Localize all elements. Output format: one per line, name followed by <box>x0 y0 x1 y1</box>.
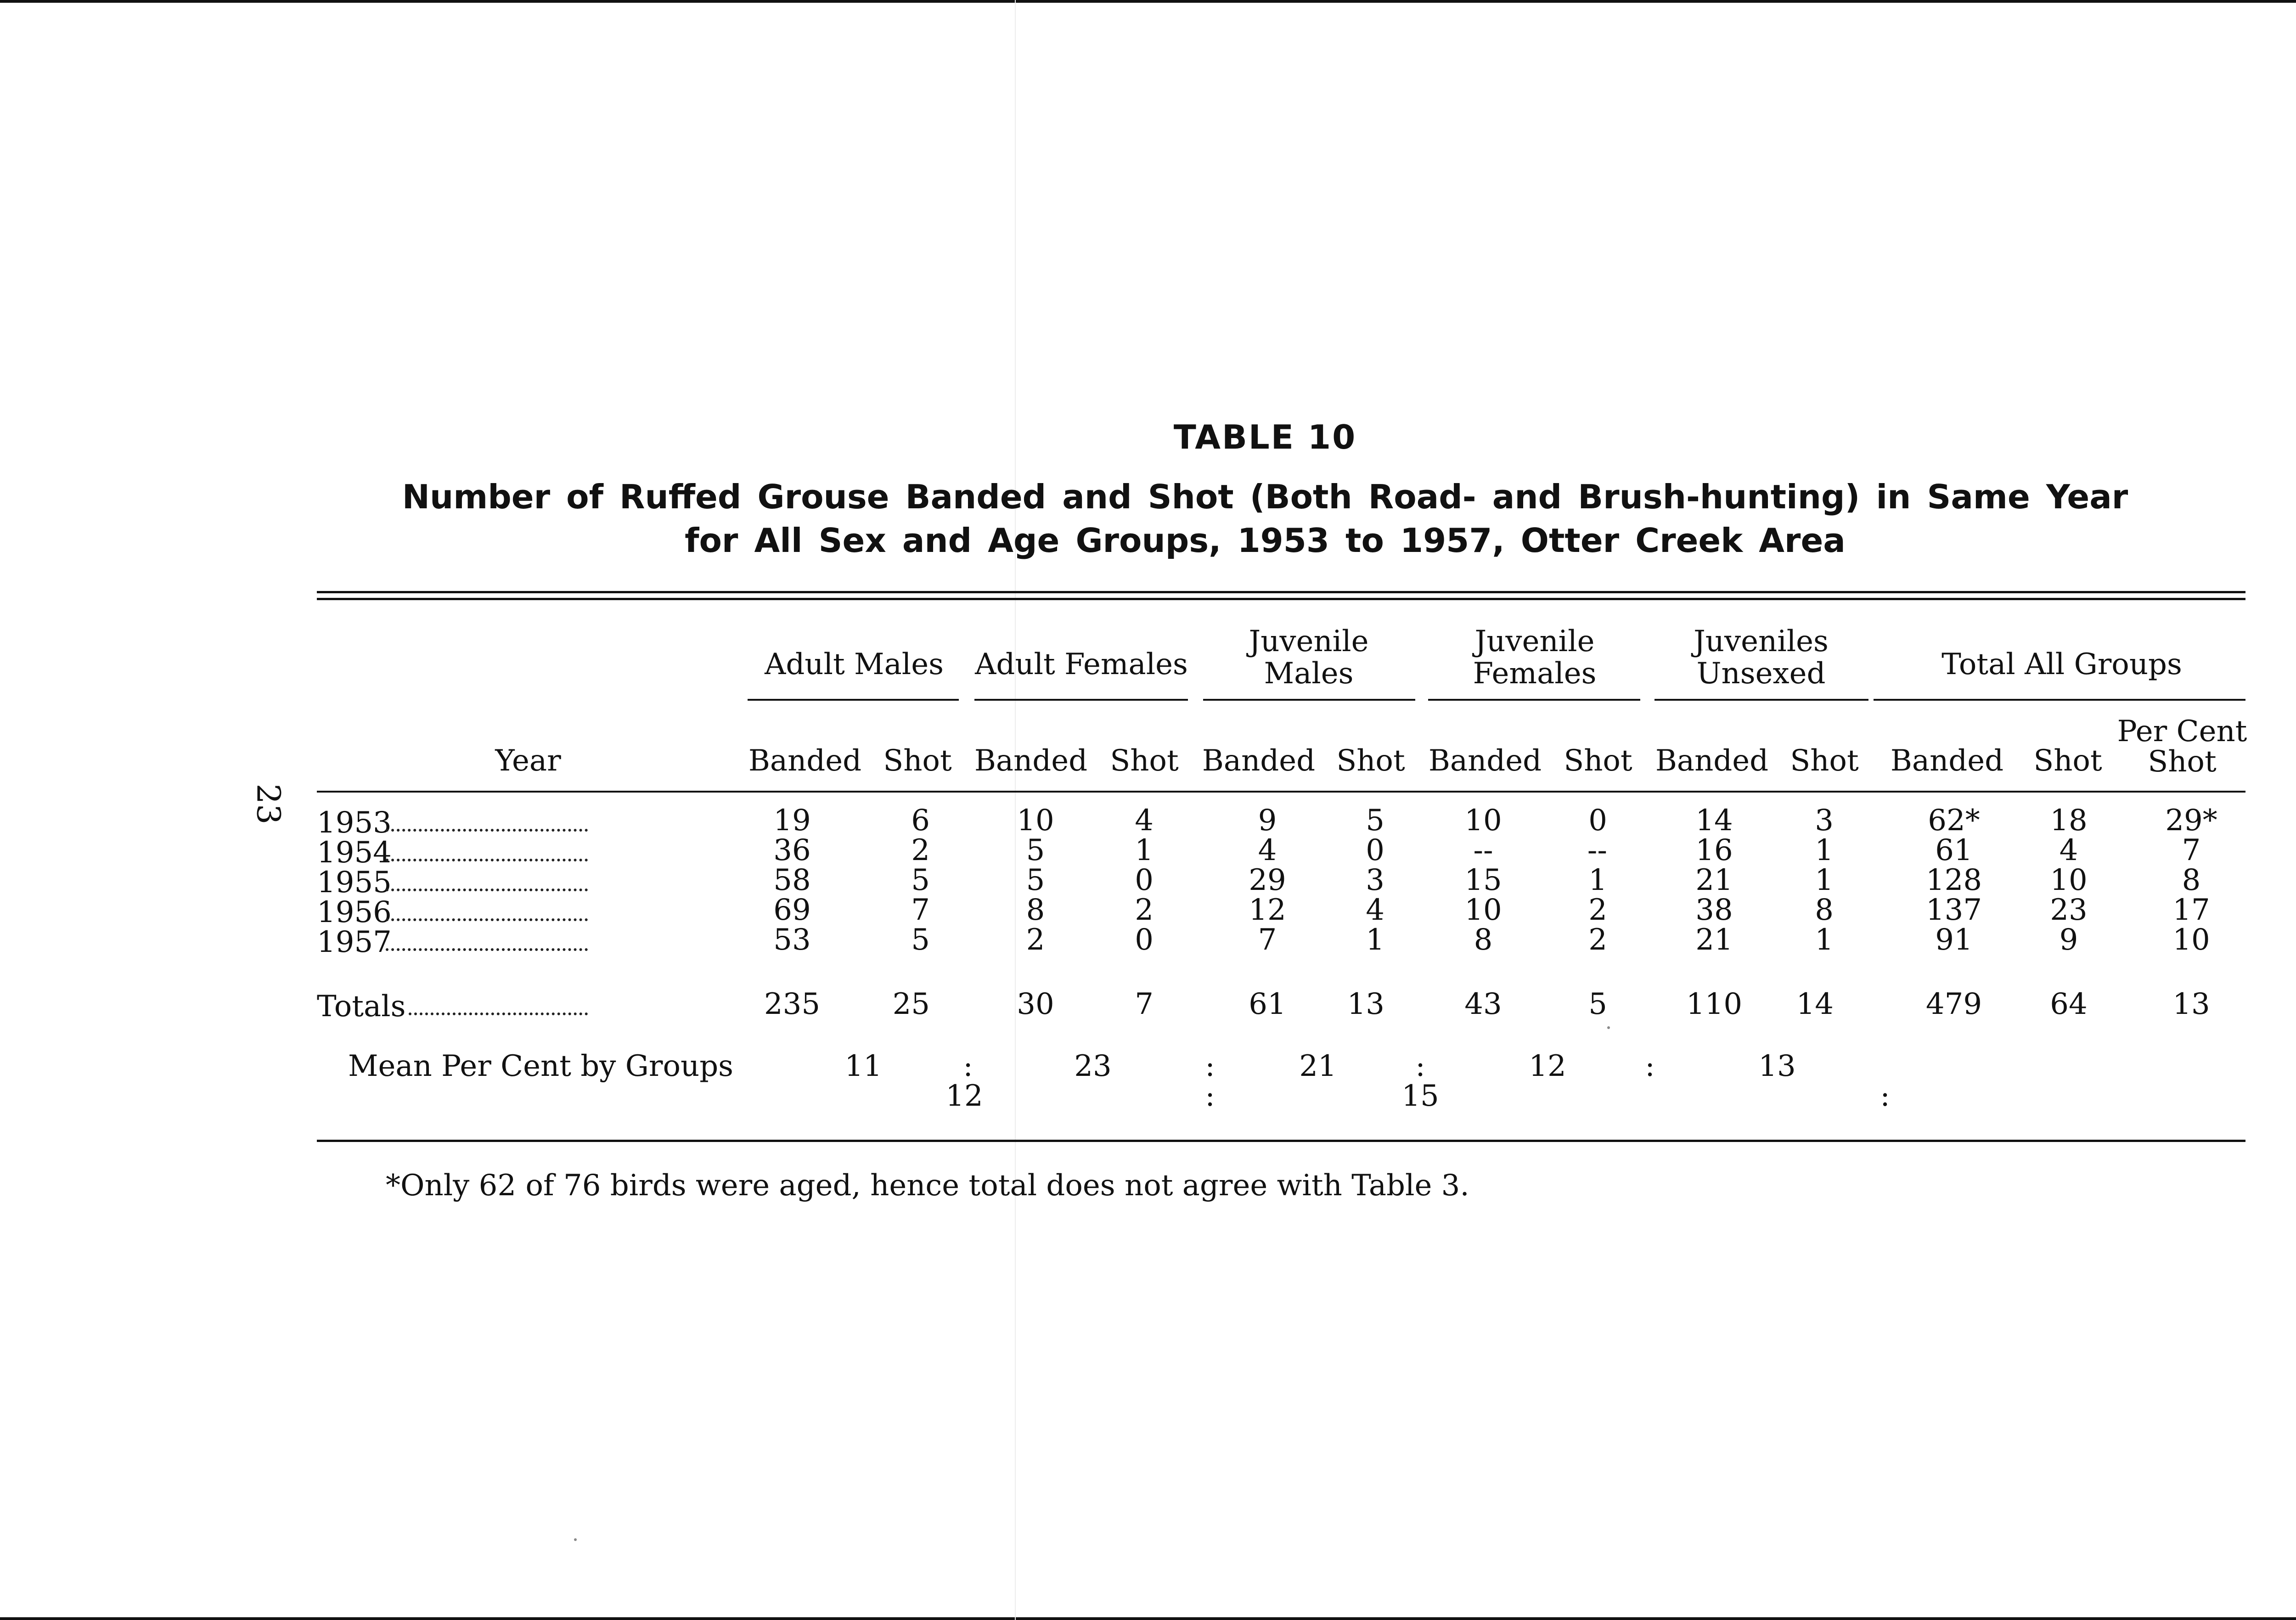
subheader-shot: Shot <box>1336 744 1405 778</box>
table-cell: 1 <box>1815 833 1834 867</box>
totals-cell: 5 <box>1588 987 1607 1021</box>
totals-cell: 61 <box>1249 987 1286 1021</box>
table-cell: 128 <box>1925 863 1982 897</box>
table-cell: 19 <box>773 804 811 838</box>
scan-speck <box>574 1538 577 1541</box>
table-cell: 62* <box>1928 804 1980 838</box>
dot-leader <box>386 948 588 951</box>
table-cell: 8 <box>1815 893 1834 927</box>
totals-cell: 479 <box>1925 987 1982 1021</box>
row-year: 1957 <box>317 925 392 959</box>
totals-cell: 13 <box>1347 987 1384 1021</box>
table-cell: -- <box>1473 833 1493 867</box>
table-cell: 4 <box>1135 804 1154 838</box>
table-cell: 137 <box>1925 893 1982 927</box>
table-cell: 61 <box>1935 833 1973 867</box>
group-header-adult-females: Adult Females <box>975 647 1188 681</box>
page-border-bottom <box>0 1617 2296 1620</box>
totals-cell: 235 <box>764 987 821 1021</box>
totals-cell: 25 <box>892 987 930 1021</box>
table-cell: 2 <box>1135 893 1154 927</box>
group-header-adult-males: Adult Males <box>765 647 944 681</box>
top-rule-2 <box>317 598 2245 600</box>
row-year: 1955 <box>317 866 392 900</box>
table-cell: 2 <box>1588 923 1607 957</box>
subheader-banded: Banded <box>748 744 862 778</box>
table-cell: 0 <box>1588 804 1607 838</box>
table-row <box>317 806 392 840</box>
table-cell: 1 <box>1135 833 1154 867</box>
dot-leader <box>386 859 588 861</box>
subheader-banded: Banded <box>974 744 1088 778</box>
table-cell: 9 <box>2059 923 2078 957</box>
table-cell: 91 <box>1935 923 1973 957</box>
subheader-banded: Banded <box>1655 744 1769 778</box>
table-subtitle-line2: for All Sex and Age Groups, 1953 to 1957, Otter Creek Area <box>685 521 1846 560</box>
header-year: Year <box>495 744 561 778</box>
table-cell: 0 <box>1366 833 1384 867</box>
table-cell: 21 <box>1695 863 1733 897</box>
group-header-total-all-groups: Total All Groups <box>1941 647 2182 681</box>
subheader-shot: Shot <box>2033 744 2102 778</box>
table-cell: 8 <box>1026 893 1045 927</box>
table-cell: 1 <box>1815 863 1834 897</box>
subheader-shot: Shot <box>883 744 952 778</box>
table-cell: 10 <box>1464 893 1502 927</box>
subheader-shot: Shot <box>1564 744 1632 778</box>
mean-value: : <box>1880 1079 1890 1113</box>
table-cell: 23 <box>2050 893 2088 927</box>
group-underline <box>974 699 1188 701</box>
top-rule-1 <box>317 591 2245 593</box>
table-cell: 5 <box>1026 833 1045 867</box>
table-cell: 12 <box>1249 893 1286 927</box>
table-row <box>317 925 392 959</box>
header-rule <box>317 791 2245 793</box>
page-number: 23 <box>249 783 287 825</box>
group-underline <box>748 699 959 701</box>
table-row <box>317 836 392 870</box>
subheader-banded: Banded <box>1202 744 1316 778</box>
mean-value: 12 <box>945 1079 983 1113</box>
table-cell: 1 <box>1815 923 1834 957</box>
table-cell: 3 <box>1366 863 1384 897</box>
page-fold-line <box>1015 0 1016 1620</box>
group-header-juvenile-males: Juvenile Males <box>1249 624 1369 691</box>
table-cell: 5 <box>911 863 930 897</box>
table-cell: 7 <box>1258 923 1277 957</box>
table-cell: 2 <box>1588 893 1607 927</box>
table-cell: 6 <box>911 804 930 838</box>
table-cell: 14 <box>1695 804 1733 838</box>
mean-value: 13 <box>1758 1049 1796 1083</box>
table-cell: 29 <box>1249 863 1286 897</box>
mean-value: : <box>1205 1079 1215 1113</box>
group-header-juvenile-females: Juvenile Females <box>1473 624 1597 691</box>
table-cell: 10 <box>2172 923 2210 957</box>
table-cell: 21 <box>1695 923 1733 957</box>
mean-value: 12 <box>1529 1049 1566 1083</box>
table-footnote: *Only 62 of 76 birds were aged, hence total does not agree with Table 3. <box>386 1169 1469 1203</box>
table-row <box>317 895 392 929</box>
table-subtitle-line1: Number of Ruffed Grouse Banded and Shot (Both Road- and Brush-hunting) in Same Year <box>402 478 2128 516</box>
table-cell: 10 <box>1017 804 1054 838</box>
totals-label: Totals <box>317 990 406 1024</box>
table-cell: 4 <box>2059 833 2078 867</box>
table-cell: 58 <box>773 863 811 897</box>
subheader-shot: Shot <box>1110 744 1179 778</box>
table-cell: 29* <box>2165 804 2217 838</box>
table-row <box>317 866 392 900</box>
table-cell: 2 <box>1026 923 1045 957</box>
table-cell: 18 <box>2050 804 2088 838</box>
mean-label: Mean Per Cent by Groups <box>348 1049 733 1083</box>
table-cell: 10 <box>2050 863 2088 897</box>
subheader-banded: Banded <box>1428 744 1542 778</box>
dot-leader <box>409 1012 588 1015</box>
totals-row <box>317 990 405 1024</box>
group-underline <box>1428 699 1640 701</box>
table-cell: 16 <box>1695 833 1733 867</box>
totals-cell: 43 <box>1464 987 1502 1021</box>
mean-value: : <box>1205 1049 1215 1083</box>
table-cell: 1 <box>1588 863 1607 897</box>
mean-value: : <box>1645 1049 1655 1083</box>
group-underline <box>1654 699 1868 701</box>
group-header-juveniles-unsexed: Juveniles Unsexed <box>1694 624 1829 691</box>
totals-cell: 7 <box>1135 987 1154 1021</box>
table-cell: 53 <box>773 923 811 957</box>
table-cell: 0 <box>1135 863 1154 897</box>
mean-value: 15 <box>1401 1079 1439 1113</box>
subheader-banded: Banded <box>1890 744 2004 778</box>
table-cell: 8 <box>1474 923 1493 957</box>
table-cell: 7 <box>2182 833 2201 867</box>
row-year: 1954 <box>317 836 392 870</box>
table-cell: 7 <box>911 893 930 927</box>
dot-leader <box>386 889 588 891</box>
bottom-rule <box>317 1140 2245 1142</box>
mean-value: 11 <box>844 1049 882 1083</box>
table-cell: 17 <box>2172 893 2210 927</box>
table-cell: 5 <box>911 923 930 957</box>
table-cell: 1 <box>1366 923 1384 957</box>
mean-value: 21 <box>1299 1049 1337 1083</box>
subheader-per-cent-shot: Per Cent Shot <box>2117 714 2247 779</box>
table-cell: 10 <box>1464 804 1502 838</box>
group-underline <box>1203 699 1415 701</box>
scan-speck <box>1607 1026 1610 1029</box>
mean-value: 23 <box>1074 1049 1112 1083</box>
table-cell: 38 <box>1695 893 1733 927</box>
table-cell: 15 <box>1464 863 1502 897</box>
totals-cell: 13 <box>2172 987 2210 1021</box>
table-cell: 5 <box>1026 863 1045 897</box>
totals-cell: 14 <box>1796 987 1834 1021</box>
table-cell: 5 <box>1366 804 1384 838</box>
table-cell: 3 <box>1815 804 1834 838</box>
row-year: 1953 <box>317 806 392 840</box>
subheader-shot: Shot <box>1790 744 1859 778</box>
table-cell: 36 <box>773 833 811 867</box>
table-cell: -- <box>1587 833 1607 867</box>
mean-value: : <box>963 1049 973 1083</box>
dot-leader <box>386 918 588 921</box>
page-border-top <box>0 0 2296 3</box>
row-year: 1956 <box>317 895 392 929</box>
table-cell: 4 <box>1258 833 1277 867</box>
totals-cell: 64 <box>2050 987 2088 1021</box>
table-cell: 69 <box>773 893 811 927</box>
totals-cell: 30 <box>1017 987 1054 1021</box>
table-cell: 2 <box>911 833 930 867</box>
table-title: TABLE 10 <box>1173 418 1357 456</box>
totals-cell: 110 <box>1686 987 1743 1021</box>
dot-leader <box>386 829 588 832</box>
table-cell: 9 <box>1258 804 1277 838</box>
table-cell: 0 <box>1135 923 1154 957</box>
table-cell: 8 <box>2182 863 2201 897</box>
table-cell: 4 <box>1366 893 1384 927</box>
mean-value: : <box>1415 1049 1425 1083</box>
group-underline <box>1874 699 2245 701</box>
